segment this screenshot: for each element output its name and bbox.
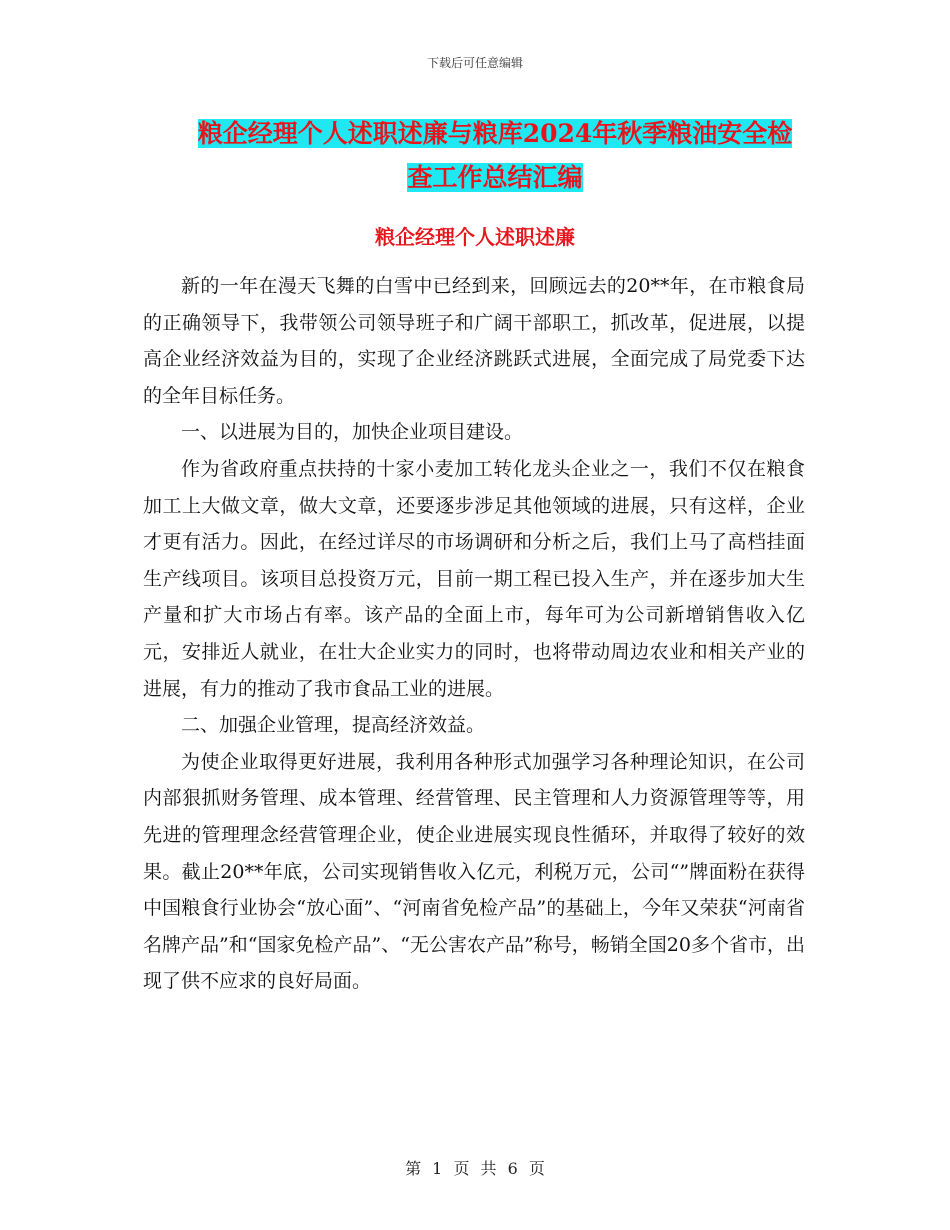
paragraph-intro: 新的一年在漫天飞舞的白雪中已经到来，回顾远去的20**年，在市粮食局的正确领导下，我带领公司领导班子和广阔干部职工，抓改革，促进展，以提高企业经济效益为目的，实现了企业经济跳跃式进展，全面完成了局党委下达的全年目标任务。 [143, 275, 805, 407]
heading-point-2: 二、加强企业管理，提高经济效益。 [181, 714, 486, 737]
document-body [143, 268, 805, 1000]
document-title-line-2: 查工作总结汇编 [407, 163, 583, 192]
paragraph-point-2: 为使企业取得更好进展，我利用各种形式加强学习各种理论知识，在公司内部狠抓财务管理、成本管理、经营管理、民主管理和人力资源管理等等，用先进的管理理念经营管理企业，使企业进展实现良性循环，并取得了较好的效果。截止20**年底，公司实现销售收入亿元，利税万元，公司“”牌面粉在获得中国粮食行业协会“放心面”、“河南省免检产品”的基础上，今年又荣获“河南省名牌产品”和“国家免检产品”、“无公害农产品”称号，畅销全国20多个省市，出现了供不应求的良好局面。 [143, 750, 805, 993]
heading-point-1: 一、以进展为目的，加快企业项目建设。 [181, 421, 524, 444]
header-note: 下载后可任意编辑 [426, 56, 523, 70]
section-title: 粮企经理个人述职述廉 [375, 225, 575, 249]
page-footer: 第 1 页 共 6 页 [405, 1159, 545, 1178]
document-title [140, 112, 850, 200]
paragraph-point-1: 作为省政府重点扶持的十家小麦加工转化龙头企业之一，我们不仅在粮食加工上大做文章，做大文章，还要逐步涉足其他领域的进展，只有这样，企业才更有活力。因此，在经过详尽的市场调研和分析之后，我们上马了高档挂面生产线项目。该项目总投资万元，目前一期工程已投入生产，并在逐步加大生产量和扩大市场占有率。该产品的全面上市，每年可为公司新增销售收入亿元，安排近人就业，在壮大企业实力的同时，也将带动周边农业和相关产业的进展，有力的推动了我市食品工业的进展。 [143, 457, 805, 700]
document-title-line-1: 粮企经理个人述职述廉与粮库2024年秋季粮油安全检 [197, 119, 793, 148]
